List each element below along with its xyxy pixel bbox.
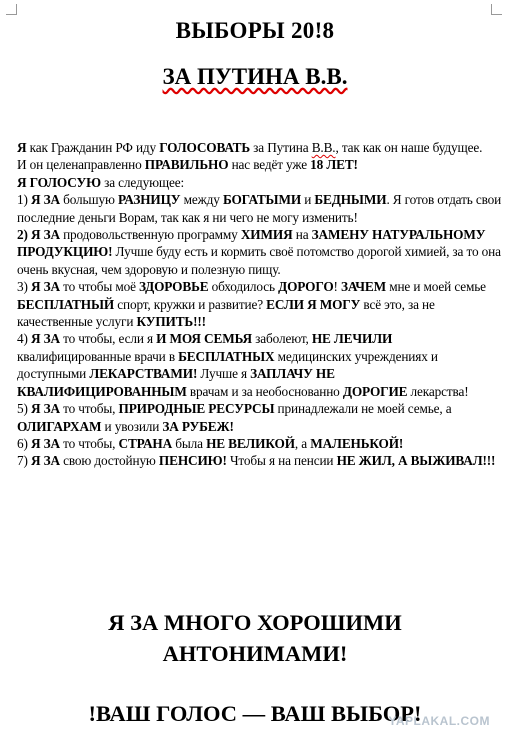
text-run: И он целенаправленно — [17, 157, 145, 173]
text-run: , а — [294, 435, 311, 451]
text-run: обходилось — [208, 279, 279, 295]
list-item — [17, 400, 503, 435]
text-run: была — [172, 435, 207, 451]
text-run: Лучше я — [197, 366, 251, 382]
list-item — [17, 435, 503, 452]
text-run: МАЛЕНЬКОЙ! — [310, 435, 404, 451]
text-run: НЕ ВЕЛИКОЙ — [206, 435, 295, 451]
text-run: большую — [59, 192, 118, 208]
list-item — [17, 452, 503, 469]
slogan-line: Я ЗА МНОГО ХОРОШИМИ — [108, 610, 402, 635]
text-run: ЕСЛИ Я МОГУ — [266, 296, 361, 312]
text-run: свою достойную — [59, 453, 159, 469]
text-run: 6) — [17, 435, 31, 451]
intro-paragraph-1 — [17, 139, 503, 156]
text-run: В.В. — [311, 140, 336, 155]
text-run: ЗАМЕНУ НАТУРАЛЬНОМУ ПРОДУКЦИЮ! — [17, 227, 486, 260]
text-run: 2) — [17, 227, 31, 243]
text-run: лекарства! — [407, 383, 469, 399]
text-run: БЕСПЛАТНЫЙ — [17, 296, 115, 312]
text-run: НЕ ЛЕЧИЛИ — [311, 331, 393, 347]
text-run: ДОРОГО — [278, 279, 334, 295]
text-run: Я ЗА — [30, 227, 60, 243]
text-run: СТРАНА — [118, 435, 173, 451]
text-run: ХИМИЯ — [240, 227, 293, 243]
text-run: то чтобы, — [59, 401, 119, 417]
text-run: Лучше буду есть и кормить своё потомство дорогой химией, за то она очень вкусная, чем здоровую и полезную пищу. — [17, 244, 501, 277]
text-run: Я — [17, 140, 27, 155]
list-item — [17, 226, 503, 278]
text-run: мне и моей семье — [386, 279, 486, 295]
list-item — [17, 278, 503, 330]
text-run: нас ведёт уже — [228, 157, 311, 173]
text-run: ЗАЧЕМ — [341, 279, 387, 295]
text-run: на — [292, 227, 312, 243]
text-run: БЕСПЛАТНЫХ — [178, 348, 275, 364]
text-run: НЕ ЖИЛ, А ВЫЖИВАЛ!!! — [336, 453, 496, 469]
text-run: ! — [333, 279, 341, 295]
text-run: БЕДНЫМИ — [314, 192, 387, 208]
text-run: ПРАВИЛЬНО — [144, 157, 229, 173]
list-item — [17, 191, 503, 226]
text-run: БОГАТЫМИ — [222, 192, 302, 208]
text-run: Я ЗА — [30, 453, 60, 469]
text-run: спорт, кружки и развитие? — [114, 296, 267, 312]
text-run: ДОРОГИЕ — [342, 383, 408, 399]
text-run: всё это, за не качественные услуги — [17, 296, 435, 330]
text-run: . Я готов отдать свои последние деньги Ворам, так как я ни чего не могу изменить! — [17, 192, 502, 225]
text-run: как Гражданин РФ иду — [26, 140, 160, 155]
text-run: врачам и за необоснованно — [186, 383, 343, 399]
text-run: 5) — [17, 401, 31, 417]
text-run: ГОЛОСОВАТЬ — [159, 140, 250, 155]
text-run: то чтобы моё — [59, 279, 140, 295]
intro-paragraph-2 — [17, 156, 503, 173]
text-run: ЗДОРОВЬЕ — [139, 279, 209, 295]
document-body — [17, 139, 503, 470]
margin-corner-mark — [491, 4, 502, 15]
text-run: Я ГОЛОСУЮ — [17, 174, 101, 190]
text-run: 3) — [17, 279, 31, 295]
text-run: Я ЗА — [30, 331, 60, 347]
text-run: 7) — [17, 453, 31, 469]
text-run: продовольственную программу — [59, 227, 241, 243]
text-run: между — [180, 192, 223, 208]
intro-paragraph-3 — [17, 174, 503, 191]
text-run: квалифицированные врачи в — [17, 348, 179, 364]
text-run: ЗАПЛАЧУ НЕ КВАЛИФИЦИРОВАННЫМ — [17, 366, 335, 399]
text-run: Чтобы я на пенсии — [226, 453, 337, 469]
text-run: заболеют, — [252, 331, 312, 347]
subtitle-text: ЗА ПУТИНА В.В. — [162, 64, 348, 89]
text-run: ПРИРОДНЫЕ РЕСУРСЫ — [118, 401, 275, 417]
text-run: за следующее: — [100, 174, 185, 190]
closing-slogan: !ВАШ ГОЛОС — ВАШ ВЫБОР! — [88, 701, 422, 726]
text-run: ЗА РУБЕЖ! — [162, 418, 234, 434]
margin-corner-mark — [6, 4, 17, 15]
text-run: ЛЕКАРСТВАМИ! — [89, 366, 198, 382]
text-run: Я ЗА — [30, 401, 60, 417]
text-run: ПЕНСИЮ! — [158, 453, 227, 469]
text-run: 4) — [17, 331, 31, 347]
list-item — [17, 330, 503, 400]
text-run: и увозили — [101, 418, 163, 434]
document-title: ВЫБОРЫ 20!8 — [175, 18, 335, 43]
text-run: Я ЗА — [30, 279, 60, 295]
text-run: 18 ЛЕТ! — [310, 157, 358, 173]
text-run: и — [301, 192, 315, 208]
site-watermark: YAPLAKAL.COM — [388, 714, 490, 728]
text-run: Я ЗА — [30, 192, 60, 208]
text-run: КУПИТЬ!!! — [136, 314, 206, 330]
text-run: , так как он наше будущее. — [335, 140, 483, 155]
text-run: принадлежали не моей семье, а — [274, 401, 452, 417]
slogan-heading — [0, 607, 510, 669]
slogan-line: АНТОНИМАМИ! — [162, 641, 348, 666]
text-run: то чтобы, — [59, 435, 119, 451]
text-run: РАЗНИЦУ — [117, 192, 181, 208]
text-run: И МОЯ СЕМЬЯ — [156, 331, 252, 347]
document-subtitle — [0, 64, 510, 90]
text-run: за Путина — [250, 140, 312, 155]
text-run: 1) — [17, 192, 31, 208]
text-run: ОЛИГАРХАМ — [17, 418, 102, 434]
text-run: Я ЗА — [30, 435, 60, 451]
text-run: то чтобы, если я — [59, 331, 157, 347]
text-run: медицинских учреждениях и доступными — [17, 348, 438, 382]
